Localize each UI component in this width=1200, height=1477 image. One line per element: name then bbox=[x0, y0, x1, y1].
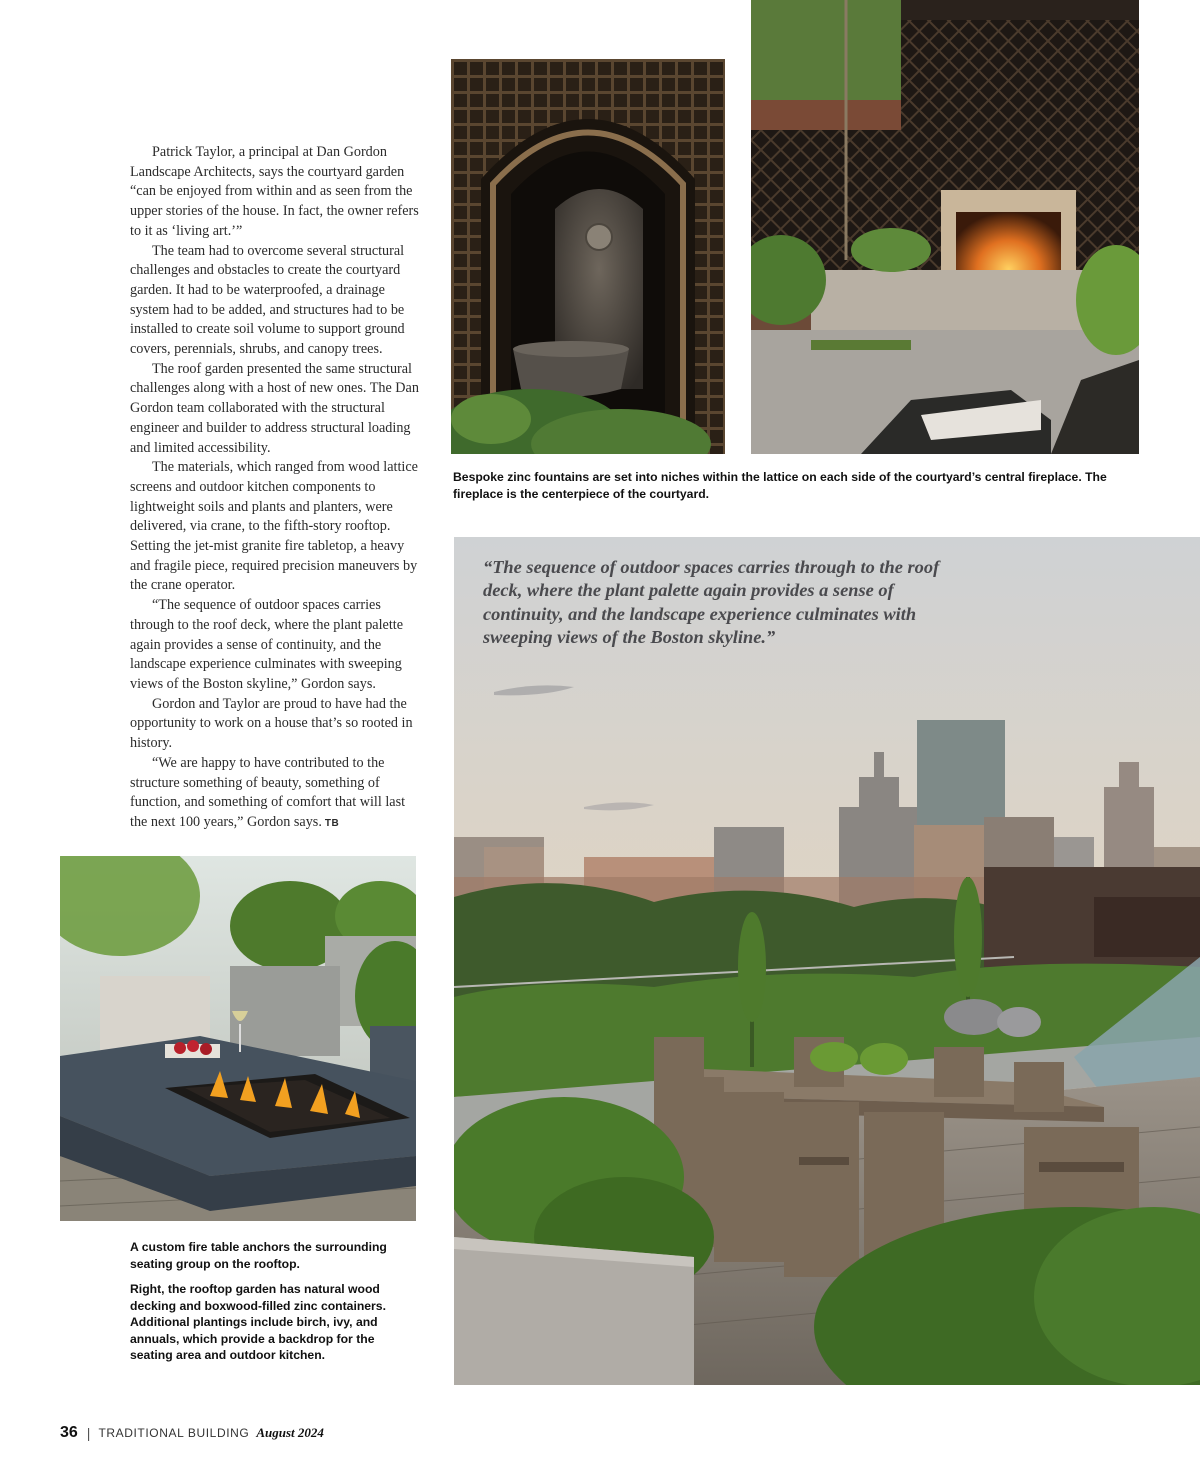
courtyard-caption-text: Bespoke zinc fountains are set into niches within the lattice on each side of the courtyard’s central fireplace. The fireplace is the centerpiece of the courtyard. bbox=[453, 470, 1107, 501]
article-paragraph: The roof garden presented the same structural challenges along with a host of new ones. The Dan Gordon team collaborated with the structural engineer and builder to address structural loading and limited accessibility. bbox=[130, 360, 419, 456]
article-paragraph: The materials, which ranged from wood lattice screens and outdoor kitchen components to lightweight soils and plants and planters, were delivered, via crane, to the fifth-story rooftop. Setting the jet-mist granite fire tabletop, a heavy and fragile piece, required precision maneuvers by the crane operator. bbox=[130, 459, 418, 594]
footer-divider: | bbox=[86, 1425, 91, 1441]
fire-table-photo bbox=[60, 856, 416, 1221]
author-signoff: TB bbox=[324, 817, 340, 829]
rooftop-caption: Right, the rooftop garden has natural wood decking and boxwood-filled zinc containers. Additional plantings include birch, ivy, and annuals, which provide a backdrop for the seating area and outdoor kitchen. bbox=[130, 1282, 386, 1362]
article-paragraph: “The sequence of outdoor spaces carries through to the roof deck, where the plant palette again provides a sense of continuity, and the landscape experience culminates with sweeping views of the Boston skyline,” Gordon says. bbox=[130, 597, 404, 692]
courtyard-caption bbox=[453, 469, 1133, 511]
fire-table-caption: A custom fire table anchors the surrounding seating group on the rooftop. bbox=[130, 1240, 387, 1271]
article-paragraph-final bbox=[130, 754, 422, 834]
page-footer bbox=[60, 1423, 324, 1443]
magazine-name: TRADITIONAL BUILDING bbox=[98, 1426, 250, 1440]
article-paragraph: Patrick Taylor, a principal at Dan Gordon Landscape Architects, says the courtyard garden “can be enjoyed from within and as seen from the upper stories of the house. In fact, the owner refers to it as ‘living art.’” bbox=[130, 144, 419, 239]
article-paragraph: Gordon and Taylor are proud to have had the opportunity to work on a house that’s so rooted in history. bbox=[130, 695, 413, 752]
issue-date: August 2024 bbox=[256, 1425, 324, 1440]
fire-table-caption-block bbox=[130, 1239, 400, 1373]
page-number: 36 bbox=[60, 1424, 78, 1441]
pull-quote: “The sequence of outdoor spaces carries through to the roof deck, where the plant palette again provides a sense of continuity, and the landscape experience culminates with sweeping views of the Boston skyline.” bbox=[483, 557, 940, 647]
courtyard-fireplace-photo bbox=[751, 0, 1139, 454]
final-paragraph-text: “We are happy to have contributed to the structure something of beauty, something of function, and something of comfort that will last the next 100 years,” Gordon says. bbox=[130, 754, 406, 830]
article-paragraph: The team had to overcome several structural challenges and obstacles to create the courtyard garden. It had to be waterproofed, a drainage system had to be added, and structures had to be installed to create soil volume to support ground covers, perennials, shrubs, and canopy trees. bbox=[130, 242, 405, 358]
fountain-niche-photo bbox=[451, 59, 725, 454]
article-body bbox=[130, 143, 422, 834]
rooftop-skyline-photo bbox=[454, 537, 1200, 1385]
